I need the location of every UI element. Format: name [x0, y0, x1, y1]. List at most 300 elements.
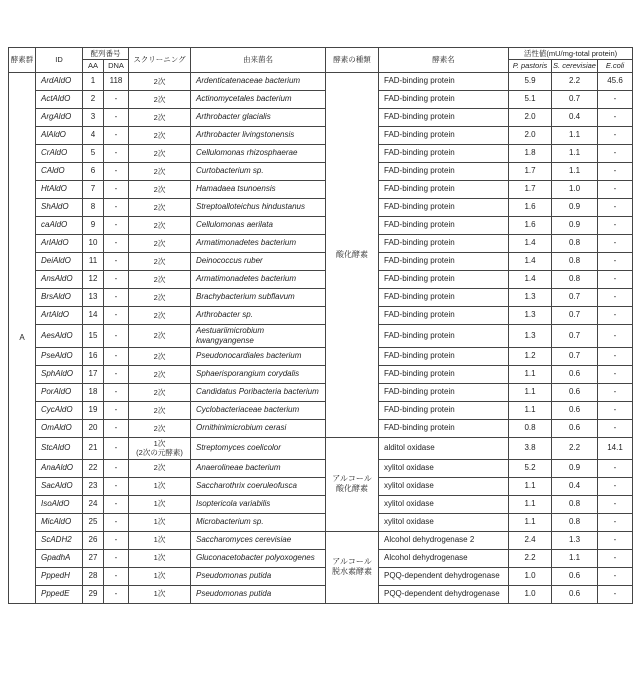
enzyme-id-cell: AlAldO [36, 126, 83, 144]
header-aa: AA [83, 60, 104, 72]
enzyme-type-cell: アルコール 酸化酵素 [326, 437, 379, 531]
screening-cell: 2次 [129, 162, 191, 180]
screening-cell: 2次 [129, 72, 191, 90]
origin-organism-cell: Sphaerisporangium corydalis [191, 365, 326, 383]
activity-s-cerevisiae-cell: 0.7 [552, 324, 598, 347]
enzyme-name-cell: FAD-binding protein [379, 383, 509, 401]
table-row [9, 549, 633, 567]
origin-organism-cell: Anaerolineae bacterium [191, 459, 326, 477]
table-row [9, 567, 633, 585]
activity-p-pastoris-cell: 5.1 [509, 90, 552, 108]
seq-dna-cell: - [104, 252, 129, 270]
activity-p-pastoris-cell: 1.3 [509, 306, 552, 324]
activity-e-coli-cell: - [598, 306, 633, 324]
enzyme-id-cell: GpadhA [36, 549, 83, 567]
enzyme-name-cell: FAD-binding protein [379, 216, 509, 234]
activity-p-pastoris-cell: 1.4 [509, 252, 552, 270]
enzyme-id-cell: ShAldO [36, 198, 83, 216]
enzyme-id-cell: ArgAldO [36, 108, 83, 126]
table-row [9, 531, 633, 549]
seq-dna-cell: - [104, 513, 129, 531]
origin-organism-cell: Arthrobacter glacialis [191, 108, 326, 126]
table-row [9, 477, 633, 495]
seq-aa-cell: 16 [83, 347, 104, 365]
screening-cell: 1次 [129, 477, 191, 495]
table-row [9, 216, 633, 234]
seq-dna-cell: - [104, 383, 129, 401]
activity-p-pastoris-cell: 2.0 [509, 126, 552, 144]
seq-dna-cell: - [104, 198, 129, 216]
activity-e-coli-cell: - [598, 162, 633, 180]
activity-s-cerevisiae-cell: 1.3 [552, 531, 598, 549]
activity-s-cerevisiae-cell: 0.6 [552, 585, 598, 603]
table-row [9, 459, 633, 477]
enzyme-type-cell: アルコール 脱水素酵素 [326, 531, 379, 603]
activity-p-pastoris-cell: 1.1 [509, 513, 552, 531]
enzyme-name-cell: FAD-binding protein [379, 72, 509, 90]
screening-cell: 1次 (2次の元酵素) [129, 437, 191, 459]
activity-s-cerevisiae-cell: 0.8 [552, 495, 598, 513]
table-row [9, 108, 633, 126]
activity-e-coli-cell: - [598, 419, 633, 437]
table-row [9, 306, 633, 324]
seq-aa-cell: 7 [83, 180, 104, 198]
seq-aa-cell: 14 [83, 306, 104, 324]
seq-dna-cell: - [104, 549, 129, 567]
enzyme-id-cell: StcAldO [36, 437, 83, 459]
activity-e-coli-cell: - [598, 234, 633, 252]
screening-cell: 2次 [129, 324, 191, 347]
seq-dna-cell: - [104, 459, 129, 477]
table-row [9, 144, 633, 162]
seq-dna-cell: - [104, 288, 129, 306]
screening-cell: 2次 [129, 90, 191, 108]
enzyme-id-cell: ArlAldO [36, 234, 83, 252]
enzyme-id-cell: AnsAldO [36, 270, 83, 288]
screening-cell: 2次 [129, 347, 191, 365]
seq-dna-cell: - [104, 401, 129, 419]
origin-organism-cell: Cellulomonas aerilata [191, 216, 326, 234]
table-row [9, 72, 633, 90]
screening-cell: 1次 [129, 531, 191, 549]
origin-organism-cell: Deinococcus ruber [191, 252, 326, 270]
enzyme-id-cell: AnaAldO [36, 459, 83, 477]
enzyme-id-cell: PorAldO [36, 383, 83, 401]
origin-organism-cell: Pseudomonas putida [191, 585, 326, 603]
activity-p-pastoris-cell: 1.3 [509, 288, 552, 306]
table-row [9, 419, 633, 437]
table-row [9, 437, 633, 459]
enzyme-name-cell: Alcohol dehydrogenase 2 [379, 531, 509, 549]
origin-organism-cell: Arthrobacter livingstonensis [191, 126, 326, 144]
enzyme-name-cell: FAD-binding protein [379, 324, 509, 347]
seq-dna-cell: 118 [104, 72, 129, 90]
table-row [9, 401, 633, 419]
header-enzyme-type: 酵素の種類 [326, 48, 379, 73]
seq-aa-cell: 22 [83, 459, 104, 477]
activity-p-pastoris-cell: 1.1 [509, 383, 552, 401]
screening-cell: 2次 [129, 401, 191, 419]
seq-dna-cell: - [104, 234, 129, 252]
seq-aa-cell: 10 [83, 234, 104, 252]
enzyme-name-cell: FAD-binding protein [379, 108, 509, 126]
activity-e-coli-cell: - [598, 477, 633, 495]
seq-dna-cell: - [104, 567, 129, 585]
origin-organism-cell: Aestuariimicrobium kwangyangense [191, 324, 326, 347]
activity-s-cerevisiae-cell: 0.6 [552, 567, 598, 585]
screening-cell: 2次 [129, 198, 191, 216]
seq-aa-cell: 9 [83, 216, 104, 234]
seq-dna-cell: - [104, 477, 129, 495]
activity-s-cerevisiae-cell: 2.2 [552, 72, 598, 90]
activity-p-pastoris-cell: 5.2 [509, 459, 552, 477]
seq-dna-cell: - [104, 495, 129, 513]
seq-aa-cell: 11 [83, 252, 104, 270]
activity-p-pastoris-cell: 1.1 [509, 401, 552, 419]
activity-s-cerevisiae-cell: 0.7 [552, 288, 598, 306]
activity-e-coli-cell: - [598, 401, 633, 419]
header-screening: スクリーニング [129, 48, 191, 73]
seq-dna-cell: - [104, 108, 129, 126]
enzyme-id-cell: ScADH2 [36, 531, 83, 549]
origin-organism-cell: Hamadaea tsunoensis [191, 180, 326, 198]
seq-dna-cell: - [104, 585, 129, 603]
seq-aa-cell: 18 [83, 383, 104, 401]
activity-s-cerevisiae-cell: 0.7 [552, 306, 598, 324]
seq-aa-cell: 13 [83, 288, 104, 306]
origin-organism-cell: Pseudonocardiales bacterium [191, 347, 326, 365]
seq-dna-cell: - [104, 306, 129, 324]
enzyme-name-cell: FAD-binding protein [379, 270, 509, 288]
activity-e-coli-cell: - [598, 513, 633, 531]
enzyme-id-cell: MicAldO [36, 513, 83, 531]
screening-cell: 1次 [129, 513, 191, 531]
enzyme-id-cell: SphAldO [36, 365, 83, 383]
activity-e-coli-cell: - [598, 288, 633, 306]
enzyme-name-cell: FAD-binding protein [379, 288, 509, 306]
activity-s-cerevisiae-cell: 0.8 [552, 270, 598, 288]
enzyme-name-cell: PQQ-dependent dehydrogenase [379, 567, 509, 585]
activity-p-pastoris-cell: 1.0 [509, 585, 552, 603]
activity-s-cerevisiae-cell: 0.7 [552, 90, 598, 108]
activity-p-pastoris-cell: 1.6 [509, 198, 552, 216]
activity-s-cerevisiae-cell: 0.4 [552, 477, 598, 495]
seq-aa-cell: 6 [83, 162, 104, 180]
seq-aa-cell: 21 [83, 437, 104, 459]
origin-organism-cell: Armatimonadetes bacterium [191, 270, 326, 288]
enzyme-name-cell: PQQ-dependent dehydrogenase [379, 585, 509, 603]
screening-cell: 2次 [129, 270, 191, 288]
activity-e-coli-cell: - [598, 585, 633, 603]
activity-p-pastoris-cell: 5.9 [509, 72, 552, 90]
enzyme-id-cell: CycAldO [36, 401, 83, 419]
screening-cell: 2次 [129, 216, 191, 234]
table-row [9, 513, 633, 531]
activity-e-coli-cell: - [598, 549, 633, 567]
activity-s-cerevisiae-cell: 0.9 [552, 459, 598, 477]
enzyme-name-cell: FAD-binding protein [379, 90, 509, 108]
table-row [9, 126, 633, 144]
origin-organism-cell: Saccharomyces cerevisiae [191, 531, 326, 549]
activity-e-coli-cell: - [598, 180, 633, 198]
origin-organism-cell: Pseudomonas putida [191, 567, 326, 585]
activity-s-cerevisiae-cell: 1.1 [552, 144, 598, 162]
activity-s-cerevisiae-cell: 0.8 [552, 252, 598, 270]
enzyme-id-cell: ArdAldO [36, 72, 83, 90]
table-row [9, 180, 633, 198]
enzyme-name-cell: FAD-binding protein [379, 419, 509, 437]
enzyme-name-cell: xylitol oxidase [379, 513, 509, 531]
activity-e-coli-cell: - [598, 252, 633, 270]
screening-cell: 2次 [129, 383, 191, 401]
enzyme-name-cell: FAD-binding protein [379, 198, 509, 216]
enzyme-type-cell: 酸化酵素 [326, 72, 379, 437]
enzyme-name-cell: FAD-binding protein [379, 252, 509, 270]
enzyme-screening-table [8, 47, 633, 604]
activity-e-coli-cell: - [598, 567, 633, 585]
seq-aa-cell: 29 [83, 585, 104, 603]
seq-dna-cell: - [104, 90, 129, 108]
enzyme-group-cell: A [9, 72, 36, 603]
seq-aa-cell: 3 [83, 108, 104, 126]
table-row [9, 324, 633, 347]
activity-s-cerevisiae-cell: 0.6 [552, 419, 598, 437]
enzyme-name-cell: FAD-binding protein [379, 126, 509, 144]
enzyme-id-cell: PppedE [36, 585, 83, 603]
origin-organism-cell: Cyclobacteriaceae bacterium [191, 401, 326, 419]
activity-s-cerevisiae-cell: 0.9 [552, 216, 598, 234]
enzyme-id-cell: SacAldO [36, 477, 83, 495]
activity-e-coli-cell: - [598, 144, 633, 162]
activity-e-coli-cell: 45.6 [598, 72, 633, 90]
origin-organism-cell: Isoptericola variabilis [191, 495, 326, 513]
enzyme-name-cell: FAD-binding protein [379, 144, 509, 162]
enzyme-name-cell: Alcohol dehydrogenase [379, 549, 509, 567]
header-origin-organism: 由来菌名 [191, 48, 326, 73]
screening-cell: 2次 [129, 419, 191, 437]
activity-e-coli-cell: - [598, 216, 633, 234]
activity-p-pastoris-cell: 1.1 [509, 495, 552, 513]
screening-cell: 1次 [129, 567, 191, 585]
header-sequence-number: 配列番号 [83, 48, 129, 60]
seq-dna-cell: - [104, 531, 129, 549]
seq-aa-cell: 24 [83, 495, 104, 513]
activity-s-cerevisiae-cell: 1.1 [552, 162, 598, 180]
enzyme-name-cell: FAD-binding protein [379, 180, 509, 198]
origin-organism-cell: Armatimonadetes bacterium [191, 234, 326, 252]
table-row [9, 198, 633, 216]
seq-aa-cell: 28 [83, 567, 104, 585]
seq-dna-cell: - [104, 365, 129, 383]
header-enzyme-group: 酵素群 [9, 48, 36, 73]
table-body [9, 72, 633, 603]
header-e-coli: E.coli [598, 60, 633, 72]
activity-s-cerevisiae-cell: 0.7 [552, 347, 598, 365]
header-dna: DNA [104, 60, 129, 72]
activity-s-cerevisiae-cell: 1.1 [552, 126, 598, 144]
activity-p-pastoris-cell: 1.7 [509, 162, 552, 180]
activity-p-pastoris-cell: 1.0 [509, 567, 552, 585]
activity-e-coli-cell: - [598, 383, 633, 401]
table-row [9, 365, 633, 383]
enzyme-name-cell: alditol oxidase [379, 437, 509, 459]
enzyme-name-cell: FAD-binding protein [379, 234, 509, 252]
origin-organism-cell: Streptomyces coelicolor [191, 437, 326, 459]
enzyme-id-cell: ArtAldO [36, 306, 83, 324]
table-row [9, 90, 633, 108]
table-row [9, 383, 633, 401]
origin-organism-cell: Gluconacetobacter polyoxogenes [191, 549, 326, 567]
seq-dna-cell: - [104, 180, 129, 198]
activity-e-coli-cell: - [598, 198, 633, 216]
seq-aa-cell: 2 [83, 90, 104, 108]
origin-organism-cell: Saccharothrix coeruleofusca [191, 477, 326, 495]
activity-e-coli-cell: - [598, 126, 633, 144]
seq-aa-cell: 26 [83, 531, 104, 549]
activity-s-cerevisiae-cell: 0.6 [552, 383, 598, 401]
activity-p-pastoris-cell: 2.4 [509, 531, 552, 549]
enzyme-name-cell: FAD-binding protein [379, 347, 509, 365]
enzyme-id-cell: PseAldO [36, 347, 83, 365]
seq-dna-cell: - [104, 216, 129, 234]
activity-p-pastoris-cell: 1.2 [509, 347, 552, 365]
screening-cell: 2次 [129, 288, 191, 306]
screening-cell: 2次 [129, 144, 191, 162]
seq-aa-cell: 4 [83, 126, 104, 144]
seq-dna-cell: - [104, 324, 129, 347]
enzyme-name-cell: FAD-binding protein [379, 306, 509, 324]
activity-e-coli-cell: - [598, 531, 633, 549]
enzyme-name-cell: FAD-binding protein [379, 162, 509, 180]
screening-cell: 1次 [129, 495, 191, 513]
seq-aa-cell: 19 [83, 401, 104, 419]
table-header [9, 48, 633, 73]
seq-aa-cell: 1 [83, 72, 104, 90]
seq-aa-cell: 20 [83, 419, 104, 437]
seq-dna-cell: - [104, 437, 129, 459]
seq-aa-cell: 15 [83, 324, 104, 347]
table-row [9, 162, 633, 180]
seq-aa-cell: 5 [83, 144, 104, 162]
enzyme-name-cell: xylitol oxidase [379, 495, 509, 513]
activity-p-pastoris-cell: 2.2 [509, 549, 552, 567]
screening-cell: 2次 [129, 108, 191, 126]
enzyme-id-cell: DeiAldO [36, 252, 83, 270]
activity-s-cerevisiae-cell: 1.0 [552, 180, 598, 198]
table-row [9, 270, 633, 288]
activity-s-cerevisiae-cell: 0.9 [552, 198, 598, 216]
seq-dna-cell: - [104, 162, 129, 180]
seq-dna-cell: - [104, 126, 129, 144]
table-row [9, 288, 633, 306]
seq-dna-cell: - [104, 347, 129, 365]
activity-e-coli-cell: - [598, 90, 633, 108]
activity-p-pastoris-cell: 1.7 [509, 180, 552, 198]
seq-aa-cell: 8 [83, 198, 104, 216]
activity-s-cerevisiae-cell: 0.6 [552, 365, 598, 383]
header-enzyme-name: 酵素名 [379, 48, 509, 73]
activity-e-coli-cell: - [598, 270, 633, 288]
origin-organism-cell: Arthrobacter sp. [191, 306, 326, 324]
header-activity: 活性値(mU/mg-total protein) [509, 48, 633, 60]
header-p-pastoris: P. pastoris [509, 60, 552, 72]
activity-s-cerevisiae-cell: 0.4 [552, 108, 598, 126]
activity-s-cerevisiae-cell: 0.8 [552, 513, 598, 531]
activity-p-pastoris-cell: 1.4 [509, 270, 552, 288]
activity-s-cerevisiae-cell: 0.6 [552, 401, 598, 419]
screening-cell: 1次 [129, 585, 191, 603]
enzyme-id-cell: PppedH [36, 567, 83, 585]
header-s-cerevisiae: S. cerevisiae [552, 60, 598, 72]
activity-e-coli-cell: 14.1 [598, 437, 633, 459]
origin-organism-cell: Ardenticatenaceae bacterium [191, 72, 326, 90]
activity-p-pastoris-cell: 1.1 [509, 365, 552, 383]
enzyme-id-cell: ActAldO [36, 90, 83, 108]
activity-p-pastoris-cell: 2.0 [509, 108, 552, 126]
seq-dna-cell: - [104, 270, 129, 288]
enzyme-id-cell: OmAldO [36, 419, 83, 437]
table-row [9, 585, 633, 603]
origin-organism-cell: Curtobacterium sp. [191, 162, 326, 180]
enzyme-name-cell: FAD-binding protein [379, 401, 509, 419]
screening-cell: 2次 [129, 126, 191, 144]
activity-e-coli-cell: - [598, 495, 633, 513]
enzyme-id-cell: caAldO [36, 216, 83, 234]
activity-s-cerevisiae-cell: 1.1 [552, 549, 598, 567]
activity-p-pastoris-cell: 3.8 [509, 437, 552, 459]
activity-p-pastoris-cell: 1.1 [509, 477, 552, 495]
origin-organism-cell: Ornithinimicrobium cerasi [191, 419, 326, 437]
activity-p-pastoris-cell: 1.8 [509, 144, 552, 162]
activity-s-cerevisiae-cell: 0.8 [552, 234, 598, 252]
origin-organism-cell: Brachybacterium subflavum [191, 288, 326, 306]
seq-aa-cell: 17 [83, 365, 104, 383]
origin-organism-cell: Cellulomonas rhizosphaerae [191, 144, 326, 162]
enzyme-id-cell: HtAldO [36, 180, 83, 198]
enzyme-id-cell: AesAldO [36, 324, 83, 347]
activity-e-coli-cell: - [598, 347, 633, 365]
screening-cell: 2次 [129, 234, 191, 252]
activity-s-cerevisiae-cell: 2.2 [552, 437, 598, 459]
enzyme-name-cell: xylitol oxidase [379, 459, 509, 477]
enzyme-id-cell: CrAldO [36, 144, 83, 162]
header-id: ID [36, 48, 83, 73]
activity-p-pastoris-cell: 1.6 [509, 216, 552, 234]
origin-organism-cell: Actinomycetales bacterium [191, 90, 326, 108]
activity-e-coli-cell: - [598, 108, 633, 126]
enzyme-name-cell: xylitol oxidase [379, 477, 509, 495]
screening-cell: 1次 [129, 549, 191, 567]
activity-e-coli-cell: - [598, 459, 633, 477]
origin-organism-cell: Microbacterium sp. [191, 513, 326, 531]
table-row [9, 252, 633, 270]
table-row [9, 495, 633, 513]
enzyme-id-cell: IsoAldO [36, 495, 83, 513]
seq-aa-cell: 27 [83, 549, 104, 567]
enzyme-name-cell: FAD-binding protein [379, 365, 509, 383]
enzyme-id-cell: CAldO [36, 162, 83, 180]
origin-organism-cell: Candidatus Poribacteria bacterium [191, 383, 326, 401]
enzyme-id-cell: BrsAldO [36, 288, 83, 306]
table-row [9, 234, 633, 252]
activity-e-coli-cell: - [598, 324, 633, 347]
seq-aa-cell: 23 [83, 477, 104, 495]
screening-cell: 2次 [129, 252, 191, 270]
activity-p-pastoris-cell: 1.4 [509, 234, 552, 252]
activity-p-pastoris-cell: 1.3 [509, 324, 552, 347]
screening-cell: 2次 [129, 180, 191, 198]
screening-cell: 2次 [129, 365, 191, 383]
